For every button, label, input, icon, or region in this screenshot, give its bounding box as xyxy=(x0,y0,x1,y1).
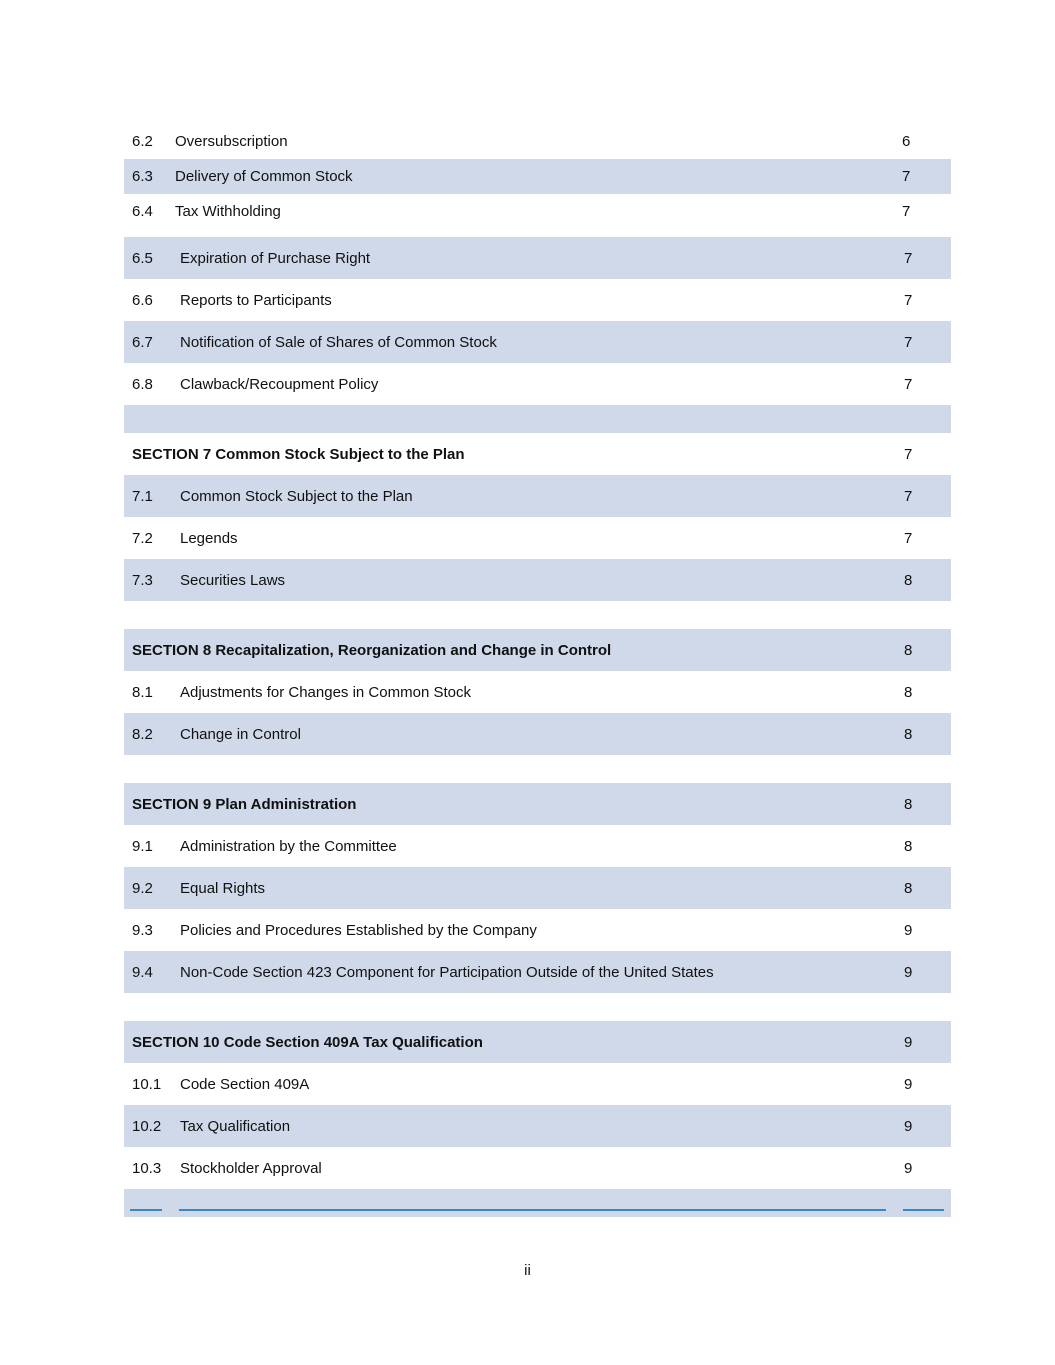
toc-number: 9.1 xyxy=(132,837,153,855)
toc-title: Common Stock Subject to the Plan xyxy=(180,487,413,505)
toc-number: 10.3 xyxy=(132,1159,162,1177)
toc-row[interactable] xyxy=(124,237,951,279)
toc-row[interactable] xyxy=(124,124,951,159)
toc-section-title: SECTION 7 Common Stock Subject to the Plan xyxy=(132,445,465,463)
toc-title: Oversubscription xyxy=(175,133,288,150)
toc-page: 9 xyxy=(904,1159,913,1177)
toc-row[interactable] xyxy=(124,559,951,601)
toc-title: Change in Control xyxy=(180,725,301,743)
toc-number: 6.3 xyxy=(132,168,153,185)
toc-number: 9.4 xyxy=(132,963,153,981)
toc-row[interactable] xyxy=(124,517,951,559)
toc-number: 7.3 xyxy=(132,571,153,589)
toc-page: 7 xyxy=(904,445,913,463)
toc-title: Equal Rights xyxy=(180,879,266,897)
toc-title: Stockholder Approval xyxy=(180,1159,322,1177)
toc-section-row[interactable] xyxy=(124,783,951,825)
toc-number: 6.2 xyxy=(132,133,153,150)
table-of-contents xyxy=(124,124,951,1217)
toc-page: 8 xyxy=(904,725,913,743)
toc-page: 8 xyxy=(904,837,913,855)
toc-row[interactable] xyxy=(124,279,951,321)
toc-page: 9 xyxy=(904,1075,913,1093)
toc-title: Legends xyxy=(180,529,238,547)
page-number: ii xyxy=(524,1262,531,1279)
toc-title: Non-Code Section 423 Component for Participation Outside of the United States xyxy=(180,963,714,981)
toc-row[interactable] xyxy=(124,1063,951,1105)
divider-line xyxy=(179,1209,886,1211)
toc-page: 8 xyxy=(904,641,913,659)
spacer-row xyxy=(124,405,951,433)
toc-title: Delivery of Common Stock xyxy=(175,168,353,185)
toc-number: 6.6 xyxy=(132,291,153,309)
toc-row[interactable] xyxy=(124,713,951,755)
toc-number: 8.1 xyxy=(132,683,153,701)
spacer-row xyxy=(124,601,951,629)
toc-row[interactable] xyxy=(124,1147,951,1189)
toc-title: Reports to Participants xyxy=(180,291,332,309)
toc-page: 7 xyxy=(904,249,913,267)
toc-page: 7 xyxy=(902,168,911,185)
toc-row[interactable] xyxy=(124,671,951,713)
toc-page: 7 xyxy=(902,203,911,220)
toc-page: 9 xyxy=(904,963,913,981)
spacer-row xyxy=(124,993,951,1021)
toc-number: 7.1 xyxy=(132,487,153,505)
toc-page: 8 xyxy=(904,795,913,813)
toc-title: Expiration of Purchase Right xyxy=(180,249,371,267)
toc-section-title: SECTION 10 Code Section 409A Tax Qualification xyxy=(132,1033,483,1051)
toc-title: Clawback/Recoupment Policy xyxy=(180,375,379,393)
spacer-row xyxy=(124,1189,951,1217)
toc-page: 7 xyxy=(904,375,913,393)
toc-page: 8 xyxy=(904,683,913,701)
toc-title: Securities Laws xyxy=(180,571,286,589)
toc-title: Adjustments for Changes in Common Stock xyxy=(180,683,471,701)
toc-title: Notification of Sale of Shares of Common Stock xyxy=(180,333,497,351)
toc-section-row[interactable] xyxy=(124,629,951,671)
toc-row[interactable] xyxy=(124,867,951,909)
toc-section-title: SECTION 9 Plan Administration xyxy=(132,795,357,813)
toc-title: Policies and Procedures Established by the Company xyxy=(180,921,537,939)
toc-page: 9 xyxy=(904,921,913,939)
toc-number: 10.2 xyxy=(132,1117,162,1135)
toc-row[interactable] xyxy=(124,909,951,951)
toc-row[interactable] xyxy=(124,159,951,194)
divider-line xyxy=(903,1209,944,1211)
divider-line xyxy=(130,1209,162,1211)
toc-page: 7 xyxy=(904,333,913,351)
toc-title: Code Section 409A xyxy=(180,1075,310,1093)
toc-page: 7 xyxy=(904,291,913,309)
toc-number: 6.8 xyxy=(132,375,153,393)
toc-number: 9.2 xyxy=(132,879,153,897)
toc-section-row[interactable] xyxy=(124,1021,951,1063)
toc-row[interactable] xyxy=(124,321,951,363)
toc-page: 8 xyxy=(904,571,913,589)
toc-number: 7.2 xyxy=(132,529,153,547)
spacer-row xyxy=(124,755,951,783)
toc-row[interactable] xyxy=(124,475,951,517)
toc-number: 10.1 xyxy=(132,1075,162,1093)
toc-title: Tax Withholding xyxy=(175,203,281,220)
toc-number: 6.5 xyxy=(132,249,153,267)
toc-page: 6 xyxy=(902,133,911,150)
toc-row[interactable] xyxy=(124,1105,951,1147)
toc-row[interactable] xyxy=(124,951,951,993)
toc-page: 7 xyxy=(904,529,913,547)
toc-row[interactable] xyxy=(124,363,951,405)
toc-number: 6.7 xyxy=(132,333,153,351)
toc-section-title: SECTION 8 Recapitalization, Reorganization and Change in Control xyxy=(132,641,612,659)
toc-page: 8 xyxy=(904,879,913,897)
toc-page: 9 xyxy=(904,1033,913,1051)
toc-title: Administration by the Committee xyxy=(180,837,397,855)
toc-row[interactable] xyxy=(124,825,951,867)
toc-section-row[interactable] xyxy=(124,433,951,475)
toc-title: Tax Qualification xyxy=(180,1117,291,1135)
toc-row[interactable] xyxy=(124,194,951,229)
toc-number: 6.4 xyxy=(132,203,153,220)
toc-page: 7 xyxy=(904,487,913,505)
toc-number: 9.3 xyxy=(132,921,153,939)
toc-number: 8.2 xyxy=(132,725,153,743)
toc-page: 9 xyxy=(904,1117,913,1135)
